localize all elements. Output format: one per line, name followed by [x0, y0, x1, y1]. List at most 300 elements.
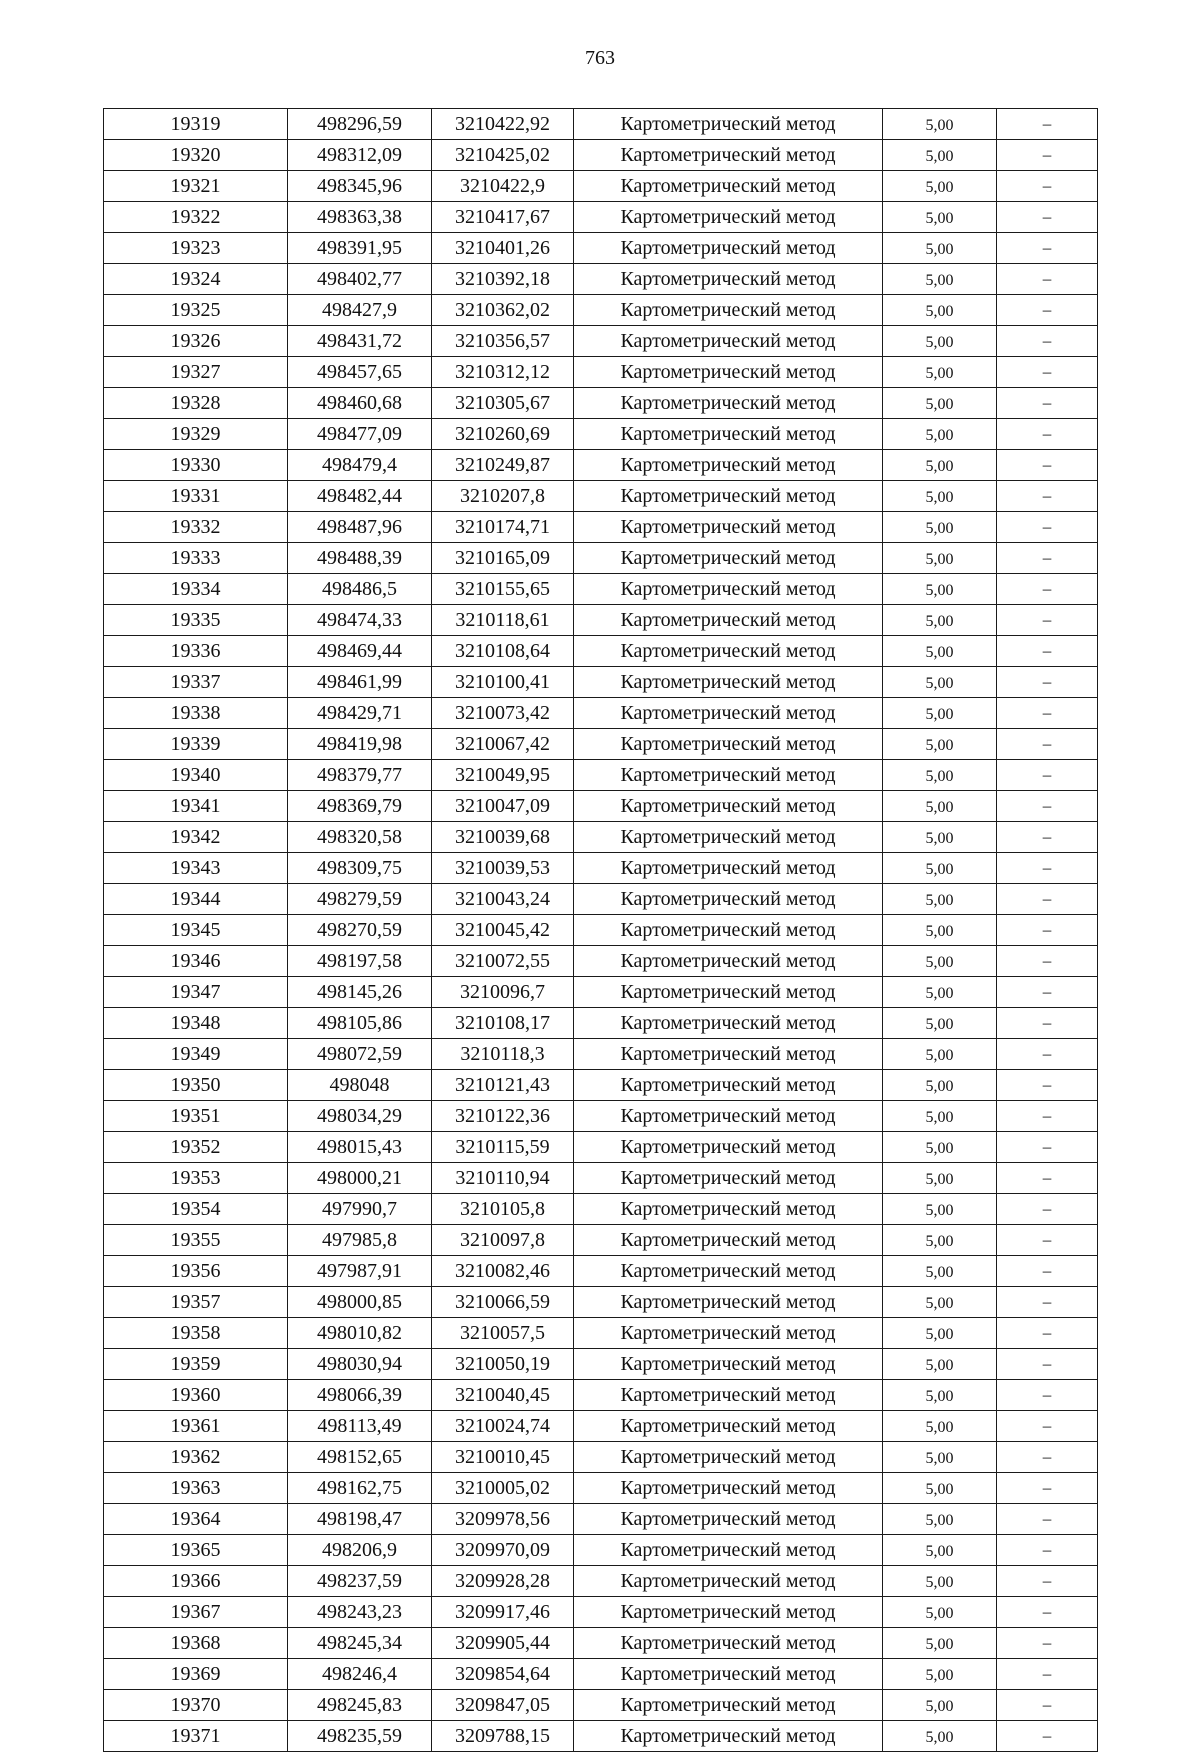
note-cell: –	[997, 1473, 1098, 1504]
note-cell: –	[997, 109, 1098, 140]
y-coordinate-cell: 3210010,45	[432, 1442, 574, 1473]
y-coordinate-cell: 3210249,87	[432, 450, 574, 481]
y-coordinate-cell: 3210057,5	[432, 1318, 574, 1349]
accuracy-cell: 5,00	[883, 1256, 997, 1287]
point-number-cell: 19349	[104, 1039, 288, 1070]
note-cell: –	[997, 1163, 1098, 1194]
x-coordinate-cell: 498309,75	[288, 853, 432, 884]
y-coordinate-cell: 3210207,8	[432, 481, 574, 512]
accuracy-cell: 5,00	[883, 977, 997, 1008]
accuracy-cell: 5,00	[883, 1070, 997, 1101]
point-number-cell: 19323	[104, 233, 288, 264]
note-cell: –	[997, 698, 1098, 729]
point-number-cell: 19361	[104, 1411, 288, 1442]
y-coordinate-cell: 3209970,09	[432, 1535, 574, 1566]
y-coordinate-cell: 3210115,59	[432, 1132, 574, 1163]
method-cell: Картометрический метод	[574, 543, 883, 574]
y-coordinate-cell: 3209978,56	[432, 1504, 574, 1535]
note-cell: –	[997, 140, 1098, 171]
method-cell: Картометрический метод	[574, 822, 883, 853]
note-cell: –	[997, 419, 1098, 450]
accuracy-cell: 5,00	[883, 667, 997, 698]
method-cell: Картометрический метод	[574, 1411, 883, 1442]
accuracy-cell: 5,00	[883, 1380, 997, 1411]
y-coordinate-cell: 3210108,17	[432, 1008, 574, 1039]
y-coordinate-cell: 3210312,12	[432, 357, 574, 388]
method-cell: Картометрический метод	[574, 1566, 883, 1597]
method-cell: Картометрический метод	[574, 1659, 883, 1690]
method-cell: Картометрический метод	[574, 605, 883, 636]
note-cell: –	[997, 171, 1098, 202]
table-row	[104, 543, 1098, 574]
y-coordinate-cell: 3210005,02	[432, 1473, 574, 1504]
method-cell: Картометрический метод	[574, 946, 883, 977]
method-cell: Картометрический метод	[574, 109, 883, 140]
x-coordinate-cell: 498235,59	[288, 1721, 432, 1752]
table-row	[104, 636, 1098, 667]
table-row	[104, 1442, 1098, 1473]
point-number-cell: 19355	[104, 1225, 288, 1256]
y-coordinate-cell: 3210422,92	[432, 109, 574, 140]
y-coordinate-cell: 3209854,64	[432, 1659, 574, 1690]
table-row	[104, 1566, 1098, 1597]
note-cell: –	[997, 946, 1098, 977]
method-cell: Картометрический метод	[574, 1225, 883, 1256]
accuracy-cell: 5,00	[883, 822, 997, 853]
table-row	[104, 264, 1098, 295]
note-cell: –	[997, 1039, 1098, 1070]
method-cell: Картометрический метод	[574, 450, 883, 481]
x-coordinate-cell: 498243,23	[288, 1597, 432, 1628]
point-number-cell: 19345	[104, 915, 288, 946]
x-coordinate-cell: 498431,72	[288, 326, 432, 357]
accuracy-cell: 5,00	[883, 791, 997, 822]
accuracy-cell: 5,00	[883, 419, 997, 450]
coordinates-table	[103, 108, 1098, 1752]
table-row	[104, 667, 1098, 698]
table-row	[104, 140, 1098, 171]
accuracy-cell: 5,00	[883, 295, 997, 326]
table-row	[104, 1194, 1098, 1225]
x-coordinate-cell: 498429,71	[288, 698, 432, 729]
x-coordinate-cell: 498162,75	[288, 1473, 432, 1504]
method-cell: Картометрический метод	[574, 853, 883, 884]
y-coordinate-cell: 3210100,41	[432, 667, 574, 698]
method-cell: Картометрический метод	[574, 419, 883, 450]
point-number-cell: 19370	[104, 1690, 288, 1721]
method-cell: Картометрический метод	[574, 729, 883, 760]
note-cell: –	[997, 264, 1098, 295]
accuracy-cell: 5,00	[883, 636, 997, 667]
accuracy-cell: 5,00	[883, 698, 997, 729]
point-number-cell: 19360	[104, 1380, 288, 1411]
accuracy-cell: 5,00	[883, 450, 997, 481]
x-coordinate-cell: 498015,43	[288, 1132, 432, 1163]
method-cell: Картометрический метод	[574, 202, 883, 233]
note-cell: –	[997, 1597, 1098, 1628]
method-cell: Картометрический метод	[574, 1628, 883, 1659]
x-coordinate-cell: 498482,44	[288, 481, 432, 512]
table-row	[104, 1163, 1098, 1194]
point-number-cell: 19321	[104, 171, 288, 202]
method-cell: Картометрический метод	[574, 667, 883, 698]
point-number-cell: 19335	[104, 605, 288, 636]
y-coordinate-cell: 3209847,05	[432, 1690, 574, 1721]
note-cell: –	[997, 1008, 1098, 1039]
accuracy-cell: 5,00	[883, 233, 997, 264]
point-number-cell: 19366	[104, 1566, 288, 1597]
table-row	[104, 295, 1098, 326]
y-coordinate-cell: 3210067,42	[432, 729, 574, 760]
point-number-cell: 19354	[104, 1194, 288, 1225]
note-cell: –	[997, 1287, 1098, 1318]
method-cell: Картометрический метод	[574, 698, 883, 729]
y-coordinate-cell: 3209905,44	[432, 1628, 574, 1659]
point-number-cell: 19336	[104, 636, 288, 667]
note-cell: –	[997, 574, 1098, 605]
table-row	[104, 1659, 1098, 1690]
note-cell: –	[997, 1628, 1098, 1659]
method-cell: Картометрический метод	[574, 1256, 883, 1287]
accuracy-cell: 5,00	[883, 357, 997, 388]
x-coordinate-cell: 498113,49	[288, 1411, 432, 1442]
point-number-cell: 19365	[104, 1535, 288, 1566]
x-coordinate-cell: 498145,26	[288, 977, 432, 1008]
accuracy-cell: 5,00	[883, 202, 997, 233]
accuracy-cell: 5,00	[883, 264, 997, 295]
accuracy-cell: 5,00	[883, 1194, 997, 1225]
note-cell: –	[997, 202, 1098, 233]
table-row	[104, 1597, 1098, 1628]
x-coordinate-cell: 498457,65	[288, 357, 432, 388]
table-row	[104, 1039, 1098, 1070]
accuracy-cell: 5,00	[883, 1163, 997, 1194]
x-coordinate-cell: 498000,85	[288, 1287, 432, 1318]
accuracy-cell: 5,00	[883, 1690, 997, 1721]
x-coordinate-cell: 498461,99	[288, 667, 432, 698]
point-number-cell: 19364	[104, 1504, 288, 1535]
point-number-cell: 19363	[104, 1473, 288, 1504]
point-number-cell: 19356	[104, 1256, 288, 1287]
table-row	[104, 1380, 1098, 1411]
x-coordinate-cell: 498034,29	[288, 1101, 432, 1132]
y-coordinate-cell: 3210040,45	[432, 1380, 574, 1411]
point-number-cell: 19350	[104, 1070, 288, 1101]
point-number-cell: 19346	[104, 946, 288, 977]
table-row	[104, 450, 1098, 481]
point-number-cell: 19325	[104, 295, 288, 326]
page-number: 763	[585, 47, 615, 69]
note-cell: –	[997, 1380, 1098, 1411]
accuracy-cell: 5,00	[883, 1039, 997, 1070]
table-row	[104, 1101, 1098, 1132]
y-coordinate-cell: 3210425,02	[432, 140, 574, 171]
note-cell: –	[997, 1535, 1098, 1566]
note-cell: –	[997, 915, 1098, 946]
point-number-cell: 19326	[104, 326, 288, 357]
accuracy-cell: 5,00	[883, 543, 997, 574]
y-coordinate-cell: 3210118,61	[432, 605, 574, 636]
point-number-cell: 19367	[104, 1597, 288, 1628]
x-coordinate-cell: 498402,77	[288, 264, 432, 295]
point-number-cell: 19331	[104, 481, 288, 512]
accuracy-cell: 5,00	[883, 481, 997, 512]
table-row	[104, 605, 1098, 636]
note-cell: –	[997, 512, 1098, 543]
table-row	[104, 760, 1098, 791]
y-coordinate-cell: 3210024,74	[432, 1411, 574, 1442]
method-cell: Картометрический метод	[574, 636, 883, 667]
x-coordinate-cell: 498345,96	[288, 171, 432, 202]
x-coordinate-cell: 498279,59	[288, 884, 432, 915]
note-cell: –	[997, 295, 1098, 326]
accuracy-cell: 5,00	[883, 1225, 997, 1256]
accuracy-cell: 5,00	[883, 729, 997, 760]
x-coordinate-cell: 498197,58	[288, 946, 432, 977]
note-cell: –	[997, 977, 1098, 1008]
accuracy-cell: 5,00	[883, 1659, 997, 1690]
note-cell: –	[997, 388, 1098, 419]
note-cell: –	[997, 233, 1098, 264]
accuracy-cell: 5,00	[883, 171, 997, 202]
note-cell: –	[997, 729, 1098, 760]
point-number-cell: 19351	[104, 1101, 288, 1132]
accuracy-cell: 5,00	[883, 1566, 997, 1597]
x-coordinate-cell: 498152,65	[288, 1442, 432, 1473]
accuracy-cell: 5,00	[883, 946, 997, 977]
note-cell: –	[997, 667, 1098, 698]
table-row	[104, 1504, 1098, 1535]
method-cell: Картометрический метод	[574, 1504, 883, 1535]
table-row	[104, 853, 1098, 884]
accuracy-cell: 5,00	[883, 574, 997, 605]
x-coordinate-cell: 498320,58	[288, 822, 432, 853]
x-coordinate-cell: 498488,39	[288, 543, 432, 574]
point-number-cell: 19371	[104, 1721, 288, 1752]
accuracy-cell: 5,00	[883, 760, 997, 791]
note-cell: –	[997, 1659, 1098, 1690]
accuracy-cell: 5,00	[883, 1473, 997, 1504]
coordinates-table-body	[104, 109, 1098, 1752]
y-coordinate-cell: 3210045,42	[432, 915, 574, 946]
point-number-cell: 19369	[104, 1659, 288, 1690]
x-coordinate-cell: 498379,77	[288, 760, 432, 791]
method-cell: Картометрический метод	[574, 1318, 883, 1349]
method-cell: Картометрический метод	[574, 140, 883, 171]
method-cell: Картометрический метод	[574, 574, 883, 605]
x-coordinate-cell: 498237,59	[288, 1566, 432, 1597]
y-coordinate-cell: 3210118,3	[432, 1039, 574, 1070]
accuracy-cell: 5,00	[883, 1442, 997, 1473]
point-number-cell: 19324	[104, 264, 288, 295]
note-cell: –	[997, 605, 1098, 636]
method-cell: Картометрический метод	[574, 171, 883, 202]
x-coordinate-cell: 498369,79	[288, 791, 432, 822]
table-row	[104, 946, 1098, 977]
table-row	[104, 791, 1098, 822]
y-coordinate-cell: 3210047,09	[432, 791, 574, 822]
table-row	[104, 357, 1098, 388]
y-coordinate-cell: 3210260,69	[432, 419, 574, 450]
x-coordinate-cell: 498469,44	[288, 636, 432, 667]
y-coordinate-cell: 3209928,28	[432, 1566, 574, 1597]
table-row	[104, 1318, 1098, 1349]
point-number-cell: 19319	[104, 109, 288, 140]
y-coordinate-cell: 3210155,65	[432, 574, 574, 605]
y-coordinate-cell: 3210392,18	[432, 264, 574, 295]
table-row	[104, 1349, 1098, 1380]
table-row	[104, 1225, 1098, 1256]
method-cell: Картометрический метод	[574, 295, 883, 326]
accuracy-cell: 5,00	[883, 605, 997, 636]
point-number-cell: 19368	[104, 1628, 288, 1659]
y-coordinate-cell: 3210097,8	[432, 1225, 574, 1256]
x-coordinate-cell: 498270,59	[288, 915, 432, 946]
y-coordinate-cell: 3210362,02	[432, 295, 574, 326]
x-coordinate-cell: 498246,4	[288, 1659, 432, 1690]
accuracy-cell: 5,00	[883, 1349, 997, 1380]
note-cell: –	[997, 636, 1098, 667]
note-cell: –	[997, 1225, 1098, 1256]
method-cell: Картометрический метод	[574, 884, 883, 915]
point-number-cell: 19348	[104, 1008, 288, 1039]
method-cell: Картометрический метод	[574, 1349, 883, 1380]
method-cell: Картометрический метод	[574, 357, 883, 388]
y-coordinate-cell: 3210401,26	[432, 233, 574, 264]
note-cell: –	[997, 543, 1098, 574]
method-cell: Картометрический метод	[574, 1163, 883, 1194]
point-number-cell: 19339	[104, 729, 288, 760]
point-number-cell: 19330	[104, 450, 288, 481]
method-cell: Картометрический метод	[574, 1721, 883, 1752]
table-row	[104, 698, 1098, 729]
table-row	[104, 1473, 1098, 1504]
method-cell: Картометрический метод	[574, 1194, 883, 1225]
accuracy-cell: 5,00	[883, 140, 997, 171]
table-row	[104, 574, 1098, 605]
point-number-cell: 19328	[104, 388, 288, 419]
accuracy-cell: 5,00	[883, 1132, 997, 1163]
x-coordinate-cell: 498477,09	[288, 419, 432, 450]
point-number-cell: 19322	[104, 202, 288, 233]
y-coordinate-cell: 3210073,42	[432, 698, 574, 729]
table-row	[104, 822, 1098, 853]
note-cell: –	[997, 450, 1098, 481]
y-coordinate-cell: 3210096,7	[432, 977, 574, 1008]
x-coordinate-cell: 498296,59	[288, 109, 432, 140]
method-cell: Картометрический метод	[574, 481, 883, 512]
accuracy-cell: 5,00	[883, 1101, 997, 1132]
x-coordinate-cell: 498391,95	[288, 233, 432, 264]
x-coordinate-cell: 498010,82	[288, 1318, 432, 1349]
table-row	[104, 977, 1098, 1008]
point-number-cell: 19332	[104, 512, 288, 543]
table-row	[104, 729, 1098, 760]
x-coordinate-cell: 497985,8	[288, 1225, 432, 1256]
note-cell: –	[997, 1690, 1098, 1721]
point-number-cell: 19334	[104, 574, 288, 605]
accuracy-cell: 5,00	[883, 853, 997, 884]
table-row	[104, 1690, 1098, 1721]
note-cell: –	[997, 1070, 1098, 1101]
x-coordinate-cell: 498363,38	[288, 202, 432, 233]
x-coordinate-cell: 498000,21	[288, 1163, 432, 1194]
table-row	[104, 109, 1098, 140]
accuracy-cell: 5,00	[883, 109, 997, 140]
method-cell: Картометрический метод	[574, 1070, 883, 1101]
point-number-cell: 19341	[104, 791, 288, 822]
accuracy-cell: 5,00	[883, 326, 997, 357]
x-coordinate-cell: 498030,94	[288, 1349, 432, 1380]
point-number-cell: 19327	[104, 357, 288, 388]
note-cell: –	[997, 760, 1098, 791]
y-coordinate-cell: 3210043,24	[432, 884, 574, 915]
x-coordinate-cell: 498072,59	[288, 1039, 432, 1070]
point-number-cell: 19357	[104, 1287, 288, 1318]
point-number-cell: 19359	[104, 1349, 288, 1380]
table-row	[104, 481, 1098, 512]
method-cell: Картометрический метод	[574, 1473, 883, 1504]
y-coordinate-cell: 3210422,9	[432, 171, 574, 202]
x-coordinate-cell: 498198,47	[288, 1504, 432, 1535]
y-coordinate-cell: 3210110,94	[432, 1163, 574, 1194]
note-cell: –	[997, 1349, 1098, 1380]
y-coordinate-cell: 3210121,43	[432, 1070, 574, 1101]
method-cell: Картометрический метод	[574, 1597, 883, 1628]
x-coordinate-cell: 498479,4	[288, 450, 432, 481]
table-row	[104, 326, 1098, 357]
point-number-cell: 19343	[104, 853, 288, 884]
table-row	[104, 512, 1098, 543]
point-number-cell: 19333	[104, 543, 288, 574]
x-coordinate-cell: 498427,9	[288, 295, 432, 326]
table-row	[104, 1721, 1098, 1752]
method-cell: Картометрический метод	[574, 233, 883, 264]
note-cell: –	[997, 884, 1098, 915]
note-cell: –	[997, 1721, 1098, 1752]
accuracy-cell: 5,00	[883, 512, 997, 543]
y-coordinate-cell: 3210050,19	[432, 1349, 574, 1380]
method-cell: Картометрический метод	[574, 1442, 883, 1473]
accuracy-cell: 5,00	[883, 1535, 997, 1566]
note-cell: –	[997, 1194, 1098, 1225]
method-cell: Картометрический метод	[574, 326, 883, 357]
note-cell: –	[997, 357, 1098, 388]
x-coordinate-cell: 498048	[288, 1070, 432, 1101]
note-cell: –	[997, 1132, 1098, 1163]
table-row	[104, 202, 1098, 233]
y-coordinate-cell: 3210049,95	[432, 760, 574, 791]
table-row	[104, 1535, 1098, 1566]
accuracy-cell: 5,00	[883, 1504, 997, 1535]
method-cell: Картометрический метод	[574, 1287, 883, 1318]
table-row	[104, 419, 1098, 450]
y-coordinate-cell: 3210174,71	[432, 512, 574, 543]
point-number-cell: 19320	[104, 140, 288, 171]
table-row	[104, 884, 1098, 915]
x-coordinate-cell: 498486,5	[288, 574, 432, 605]
x-coordinate-cell: 498206,9	[288, 1535, 432, 1566]
y-coordinate-cell: 3209917,46	[432, 1597, 574, 1628]
note-cell: –	[997, 1101, 1098, 1132]
y-coordinate-cell: 3210039,68	[432, 822, 574, 853]
x-coordinate-cell: 498460,68	[288, 388, 432, 419]
y-coordinate-cell: 3210122,36	[432, 1101, 574, 1132]
x-coordinate-cell: 498066,39	[288, 1380, 432, 1411]
method-cell: Картометрический метод	[574, 977, 883, 1008]
table-row	[104, 1411, 1098, 1442]
y-coordinate-cell: 3210305,67	[432, 388, 574, 419]
